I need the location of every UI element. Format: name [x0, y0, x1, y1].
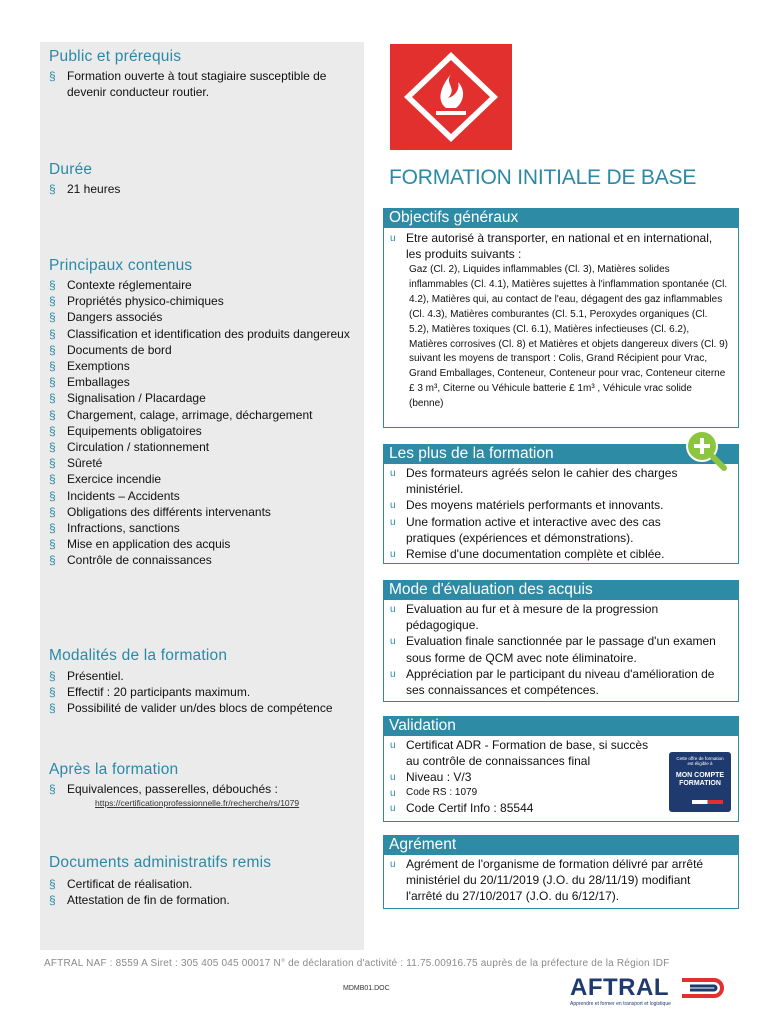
section-bullet-icon: §: [49, 504, 56, 519]
evaluation-header: Mode d'évaluation des acquis: [383, 580, 739, 600]
duree-list: [49, 181, 357, 197]
objectifs-detail: Gaz (Cl. 2), Liquides inflammables (Cl. 3), Matières solides inflammables (Cl. 4.1), Matières sujettes à l'inflammation spontanée (Cl. 4.2), Matières qui, au contact de l'eau, dégagent des gaz inflammables (Cl. 4.3), Matières comburantes (Cl. 5.1, Peroxydes organiques (Cl. 5.2), Matières toxiques (Cl. 6.1), Matières infectieuses (Cl. 6.2), Matières corrosives (Cl. 8) et Matières et objets dangereux divers (Cl. 9) suivant les moyens de transport : Colis, Grand Récipient pour Vrac, Grand Emballages, Conteneur, Conteneur pour vrac, Conteneur citerne £ 3 m³, Citerne ou Véhicule batterie £ 1m³ , Véhicule vrac solide (benne): [409, 264, 729, 410]
section-bullet-icon: §: [49, 407, 56, 422]
list-item: § Dangers associés: [49, 310, 163, 325]
section-bullet-icon: §: [49, 701, 56, 716]
agrement-header: Agrément: [383, 835, 739, 855]
arrow-bullet-icon: u: [390, 516, 396, 528]
list-item: u Appréciation par le participant du niveau d'amélioration de ses connaissances et compétences.: [390, 666, 715, 698]
arrow-bullet-icon: u: [390, 802, 396, 814]
public-title: Public et prérequis: [49, 48, 182, 65]
list-item: § Infractions, sanctions: [49, 521, 180, 536]
section-bullet-icon: §: [49, 488, 56, 503]
section-bullet-icon: §: [49, 456, 56, 471]
certification-link[interactable]: https://certificationprofessionnelle.fr/recherche/rs/1079: [95, 798, 300, 808]
arrow-bullet-icon: u: [390, 740, 396, 751]
section-bullet-icon: §: [49, 294, 56, 309]
section-bullet-icon: §: [49, 472, 56, 487]
public-list: [49, 68, 357, 100]
mon-compte-formation-logo: Cette offre de formation est éligible à MON COMPTE FORMATION: [669, 752, 731, 812]
list-item: § Effectif : 20 participants maximum.: [49, 685, 251, 700]
modalites-title: Modalités de la formation: [49, 647, 228, 664]
apres-list: [49, 781, 357, 797]
evaluation-list: [384, 601, 724, 698]
contenus-list: [49, 277, 357, 569]
arrow-bullet-icon: u: [390, 468, 396, 479]
list-item: u Evaluation au fur et à mesure de la progression pédagogique.: [390, 602, 659, 633]
plus-header: Les plus de la formation: [383, 444, 739, 464]
document-code: MDMB01.DOC: [343, 985, 390, 992]
section-bullet-icon: §: [49, 326, 56, 341]
arrow-bullet-icon: u: [390, 668, 396, 680]
section-bullet-icon: §: [49, 877, 56, 891]
list-item: § Certificat de réalisation.: [49, 877, 193, 891]
section-bullet-icon: §: [49, 669, 56, 683]
page-title: FORMATION INITIALE DE BASE: [389, 166, 697, 189]
list-item: § Attestation de fin de formation.: [49, 893, 230, 908]
list-item: § Emballages: [49, 375, 130, 390]
arrow-bullet-icon: u: [390, 233, 396, 244]
validation-header: Validation: [383, 716, 739, 736]
list-item: § Exercice incendie: [49, 472, 162, 487]
arrow-bullet-icon: u: [390, 549, 396, 561]
list-item: § Obligations des différents intervenants: [49, 504, 271, 519]
agrement-list: [384, 856, 724, 905]
list-item: § Sûreté: [49, 456, 103, 471]
list-item: § Contrôle de connaissances: [49, 553, 212, 568]
arrow-bullet-icon: u: [390, 787, 396, 799]
zoom-plus-icon: [684, 428, 728, 472]
section-bullet-icon: §: [49, 359, 56, 374]
list-item: u Code RS : 1079: [390, 786, 478, 799]
arrow-bullet-icon: u: [390, 604, 396, 615]
section-bullet-icon: §: [49, 440, 56, 455]
list-item: § Formation ouverte à tout stagiaire susceptible de devenir conducteur routier.: [49, 69, 327, 100]
list-item: u Remise d'une documentation complète et ciblée.: [384, 546, 684, 562]
list-item: u Certificat ADR - Formation de base, si succès au contrôle de connaissances final: [390, 738, 649, 769]
duree-title: Durée: [49, 161, 93, 178]
list-item: § Signalisation / Placardage: [49, 391, 206, 406]
section-bullet-icon: §: [49, 310, 56, 325]
aftral-logo: AFTRAL Apprendre et former en transport et logistique: [570, 974, 734, 1004]
arrow-bullet-icon: u: [390, 500, 396, 512]
list-item: u Une formation active et interactive avec des cas pratiques (expériences et démonstrations).: [390, 514, 661, 545]
documents-title: Documents administratifs remis: [49, 854, 272, 871]
list-item: § Incidents – Accidents: [49, 488, 180, 503]
list-item: u Evaluation finale sanctionnée par le passage d'un examen sous forme de QCM avec note éliminatoire.: [390, 634, 716, 665]
list-item: § Présentiel.: [49, 669, 124, 683]
section-bullet-icon: §: [49, 342, 56, 357]
section-bullet-icon: §: [49, 182, 56, 196]
list-item: u Etre autorisé à transporter, en national et en international, les produits suivants :: [390, 231, 713, 262]
list-item: § Possibilité de valider un/des blocs de compétence: [49, 701, 333, 716]
section-bullet-icon: §: [49, 423, 56, 438]
section-bullet-icon: §: [49, 375, 56, 390]
arrow-bullet-icon: u: [390, 859, 396, 870]
list-item: u Des moyens matériels performants et innovants.: [384, 497, 684, 513]
contenus-title: Principaux contenus: [49, 257, 193, 274]
list-item: u Des formateurs agréés selon le cahier des charges ministériel.: [390, 466, 678, 497]
list-item: § Propriétés physico-chimiques: [49, 294, 224, 309]
list-item: § Equipements obligatoires: [49, 423, 202, 438]
validation-list: [384, 737, 656, 816]
section-bullet-icon: §: [49, 685, 56, 700]
section-bullet-icon: §: [49, 69, 56, 83]
list-item: § Contexte réglementaire: [49, 278, 192, 292]
list-item: § Exemptions: [49, 359, 130, 374]
objectifs-list: [384, 230, 714, 262]
list-item: § 21 heures: [49, 182, 121, 196]
plus-list: [384, 465, 684, 562]
footer-legal: AFTRAL NAF : 8559 A Siret : 305 405 045 00017 N° de déclaration d'activité : 11.75.00916.75 auprès de la préfecture de la Région IDF: [44, 958, 670, 969]
modalites-list: [49, 668, 357, 717]
objectifs-header: Objectifs généraux: [383, 208, 739, 228]
list-item: § Documents de bord: [49, 342, 172, 357]
apres-title: Après la formation: [49, 761, 179, 778]
arrow-bullet-icon: u: [390, 772, 396, 784]
list-item: u Code Certif Info : 85544: [384, 800, 656, 816]
list-item: § Equivalences, passerelles, débouchés :: [49, 782, 278, 796]
section-bullet-icon: §: [49, 537, 56, 552]
aftral-arrow-icon: [680, 976, 730, 1000]
list-item: § Chargement, calage, arrimage, déchargement: [49, 407, 313, 422]
section-bullet-icon: §: [49, 553, 56, 568]
section-bullet-icon: §: [49, 782, 56, 796]
arrow-bullet-icon: u: [390, 636, 396, 648]
flammable-hazard-icon: [390, 44, 512, 150]
list-item: u Niveau : V/3: [384, 769, 656, 785]
documents-list: [49, 876, 357, 908]
section-bullet-icon: §: [49, 391, 56, 406]
list-item: u Agrément de l'organisme de formation délivré par arrêté ministériel du 20/11/2019 (J.O. du 28/11/19) modifiant l'arrêté du 27/10/2017 (J.O. du 6/12/17).: [390, 857, 704, 904]
list-item: § Mise en application des acquis: [49, 537, 231, 552]
section-bullet-icon: §: [49, 521, 56, 536]
section-bullet-icon: §: [49, 278, 56, 292]
section-bullet-icon: §: [49, 893, 56, 908]
list-item: § Classification et identification des produits dangereux: [49, 326, 350, 341]
list-item: § Circulation / stationnement: [49, 440, 210, 455]
